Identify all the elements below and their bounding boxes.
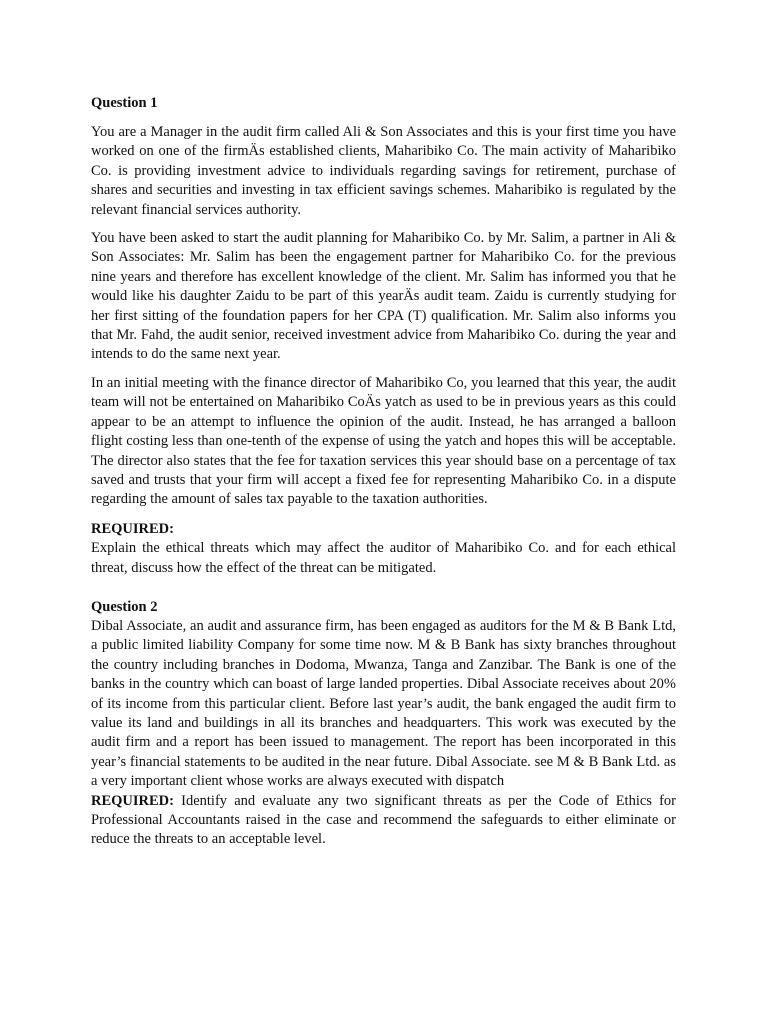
question-1-paragraph-2: You have been asked to start the audit planning for Maharibiko Co. by Mr. Salim, a partner in Ali & Son Associates: Mr. Salim has been the engagement partner for Maharibiko Co. for the previous nine years and therefore has excellent knowledge of the client. Mr. Salim has informed you that he would like his daughter Zaidu to be part of this yearÄs audit team. Zaidu is currently studying for her first sitting of the foundation papers for her CPA (T) qualification. Mr. Salim also informs you that Mr. Fahd, the audit senior, received investment advice from Maharibiko Co. during the year and intends to do the same next year. — [91, 230, 676, 363]
question-2-paragraph: Dibal Associate, an audit and assurance firm, has been engaged as auditors for the M & B Bank Ltd, a public limited liability Company for some time now. M & B Bank has sixty branches throughout the country including branches in Dodoma, Mwanza, Tanga and Zanzibar. The Bank is one of the banks in the country which can boast of large landed properties. Dibal Associate receives about 20% of its income from this particular client. Before last year’s audit, the bank engaged the audit firm to value its land and buildings in all its branches and headquarters. This work was executed by the audit firm and a report has been issued to management. The report has been incorporated in this year’s financial statements to be audited in the near future. Dibal Associate. see M & B Bank Ltd. as a very important client whose works are always executed with dispatch — [91, 617, 676, 790]
question-2-heading: Question 2 — [91, 598, 158, 615]
question-1-heading: Question 1 — [91, 95, 158, 111]
question-1-paragraph-3: In an initial meeting with the finance director of Maharibiko Co, you learned that this year, the audit team will not be entertained on Maharibiko CoÄs yatch as used to be in previous years as this could appear to be an attempt to influence the opinion of the audit. Instead, he has arranged a balloon flight costing less than one-tenth of the expense of using the yatch and hopes this will be acceptable. The director also states that the fee for taxation services this year should base on a percentage of tax saved and trusts that your firm will accept a fixed fee for representing Maharibiko Co. in a dispute regarding the amount of sales tax payable to the taxation authorities. — [91, 374, 676, 508]
question-2-required-text: Identify and evaluate any two significant threats as per the Code of Ethics for Professional Accountants raised in the case and recommend the safeguards to either eliminate or reduce the threats to an acceptable level. — [91, 792, 676, 848]
question-2-section — [91, 597, 676, 850]
question-1-required-text: Explain the ethical threats which may affect the auditor of Maharibiko Co. and for each ethical threat, discuss how the effect of the threat can be mitigated. — [91, 540, 676, 576]
question-1-paragraph-1: You are a Manager in the audit firm called Ali & Son Associates and this is your first time you have worked on one of the firmÄs established clients, Maharibiko Co. The main activity of Maharibiko Co. is providing investment advice to individuals regarding savings for retirement, purchase of shares and securities and investing in tax efficient savings schemes. Maharibiko is regulated by the relevant financial services authority. — [91, 124, 676, 218]
question-2-required — [91, 792, 676, 850]
question-1-section — [91, 93, 676, 578]
question-1-required-label: REQUIRED: — [91, 520, 174, 537]
question-2-required-label: REQUIRED: — [91, 792, 174, 809]
